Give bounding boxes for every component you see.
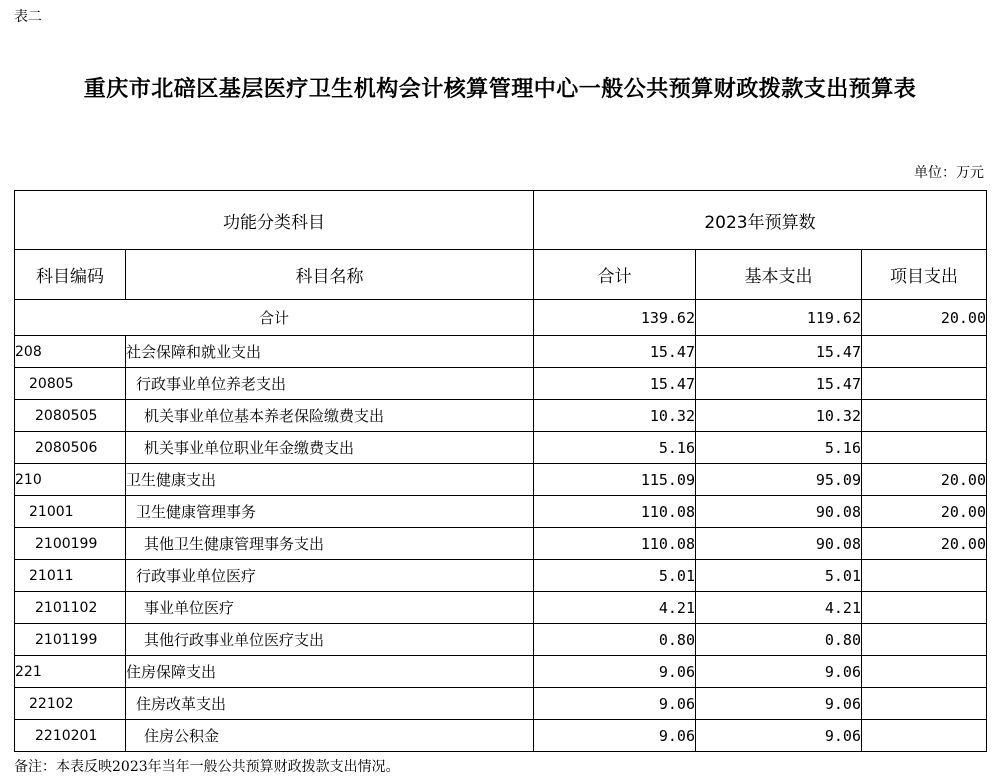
- row-code: 22102: [15, 688, 126, 720]
- total-sum: 139.62: [534, 300, 696, 336]
- row-code: 210: [15, 464, 126, 496]
- row-name: 住房改革支出: [126, 688, 534, 720]
- header-project: 项目支出: [862, 250, 987, 300]
- row-total: 110.08: [534, 528, 696, 560]
- row-basic: 5.01: [696, 560, 862, 592]
- row-code: 208: [15, 336, 126, 368]
- row-total: 5.16: [534, 432, 696, 464]
- row-total: 9.06: [534, 720, 696, 752]
- row-basic: 15.47: [696, 368, 862, 400]
- row-basic: 90.08: [696, 496, 862, 528]
- row-total: 15.47: [534, 336, 696, 368]
- total-row: [15, 300, 987, 336]
- row-total: 10.32: [534, 400, 696, 432]
- table-number: 表二: [14, 9, 42, 25]
- header-code: 科目编码: [15, 250, 126, 300]
- header-basic: 基本支出: [696, 250, 862, 300]
- total-basic: 119.62: [696, 300, 862, 336]
- table-row: [15, 496, 987, 528]
- row-name: 行政事业单位医疗: [126, 560, 534, 592]
- table-row: [15, 400, 987, 432]
- row-name: 住房保障支出: [126, 656, 534, 688]
- row-name: 事业单位医疗: [126, 592, 534, 624]
- row-basic: 9.06: [696, 688, 862, 720]
- row-project: [862, 400, 987, 432]
- unit-label: 单位：万元: [914, 165, 984, 181]
- table-row: [15, 720, 987, 752]
- page-title: 重庆市北碚区基层医疗卫生机构会计核算管理中心一般公共预算财政拨款支出预算表: [83, 76, 917, 102]
- row-code: 20805: [15, 368, 126, 400]
- row-total: 9.06: [534, 656, 696, 688]
- row-name: 机关事业单位职业年金缴费支出: [126, 432, 534, 464]
- row-total: 0.80: [534, 624, 696, 656]
- row-total: 110.08: [534, 496, 696, 528]
- table-row: [15, 432, 987, 464]
- row-project: [862, 368, 987, 400]
- row-basic: 15.47: [696, 336, 862, 368]
- footnote: 备注：本表反映2023年当年一般公共预算财政拨款支出情况。: [14, 759, 400, 775]
- total-project: 20.00: [862, 300, 987, 336]
- row-name: 其他卫生健康管理事务支出: [126, 528, 534, 560]
- row-basic: 95.09: [696, 464, 862, 496]
- table-row: [15, 336, 987, 368]
- row-code: 21001: [15, 496, 126, 528]
- row-name: 住房公积金: [126, 720, 534, 752]
- table-body: [15, 300, 987, 752]
- row-project: [862, 432, 987, 464]
- table-row: [15, 656, 987, 688]
- row-code: 2080506: [15, 432, 126, 464]
- row-code: 2101199: [15, 624, 126, 656]
- row-code: 2080505: [15, 400, 126, 432]
- row-name: 机关事业单位基本养老保险缴费支出: [126, 400, 534, 432]
- table-row: [15, 688, 987, 720]
- row-code: 2210201: [15, 720, 126, 752]
- row-total: 4.21: [534, 592, 696, 624]
- row-basic: 5.16: [696, 432, 862, 464]
- row-name: 其他行政事业单位医疗支出: [126, 624, 534, 656]
- row-code: 221: [15, 656, 126, 688]
- row-basic: 4.21: [696, 592, 862, 624]
- row-basic: 10.32: [696, 400, 862, 432]
- table-row: [15, 368, 987, 400]
- row-project: [862, 560, 987, 592]
- table-row: [15, 624, 987, 656]
- header-name: 科目名称: [126, 250, 534, 300]
- row-project: [862, 624, 987, 656]
- budget-table: [14, 190, 987, 752]
- row-code: 2100199: [15, 528, 126, 560]
- row-basic: 9.06: [696, 720, 862, 752]
- row-project: [862, 720, 987, 752]
- row-basic: 0.80: [696, 624, 862, 656]
- row-code: 21011: [15, 560, 126, 592]
- table-row: [15, 592, 987, 624]
- row-basic: 90.08: [696, 528, 862, 560]
- row-project: 20.00: [862, 496, 987, 528]
- row-code: 2101102: [15, 592, 126, 624]
- row-project: [862, 656, 987, 688]
- row-name: 卫生健康管理事务: [126, 496, 534, 528]
- row-name: 社会保障和就业支出: [126, 336, 534, 368]
- row-project: 20.00: [862, 528, 987, 560]
- table-row: [15, 464, 987, 496]
- total-label: 合计: [15, 300, 534, 336]
- row-basic: 9.06: [696, 656, 862, 688]
- row-project: 20.00: [862, 464, 987, 496]
- row-project: [862, 336, 987, 368]
- header-total: 合计: [534, 250, 696, 300]
- row-project: [862, 688, 987, 720]
- table-row: [15, 528, 987, 560]
- row-total: 115.09: [534, 464, 696, 496]
- header-category: 功能分类科目: [15, 191, 534, 250]
- row-project: [862, 592, 987, 624]
- row-total: 9.06: [534, 688, 696, 720]
- row-name: 卫生健康支出: [126, 464, 534, 496]
- table-row: [15, 560, 987, 592]
- row-total: 15.47: [534, 368, 696, 400]
- row-total: 5.01: [534, 560, 696, 592]
- row-name: 行政事业单位养老支出: [126, 368, 534, 400]
- header-budget-group: 2023年预算数: [534, 191, 987, 250]
